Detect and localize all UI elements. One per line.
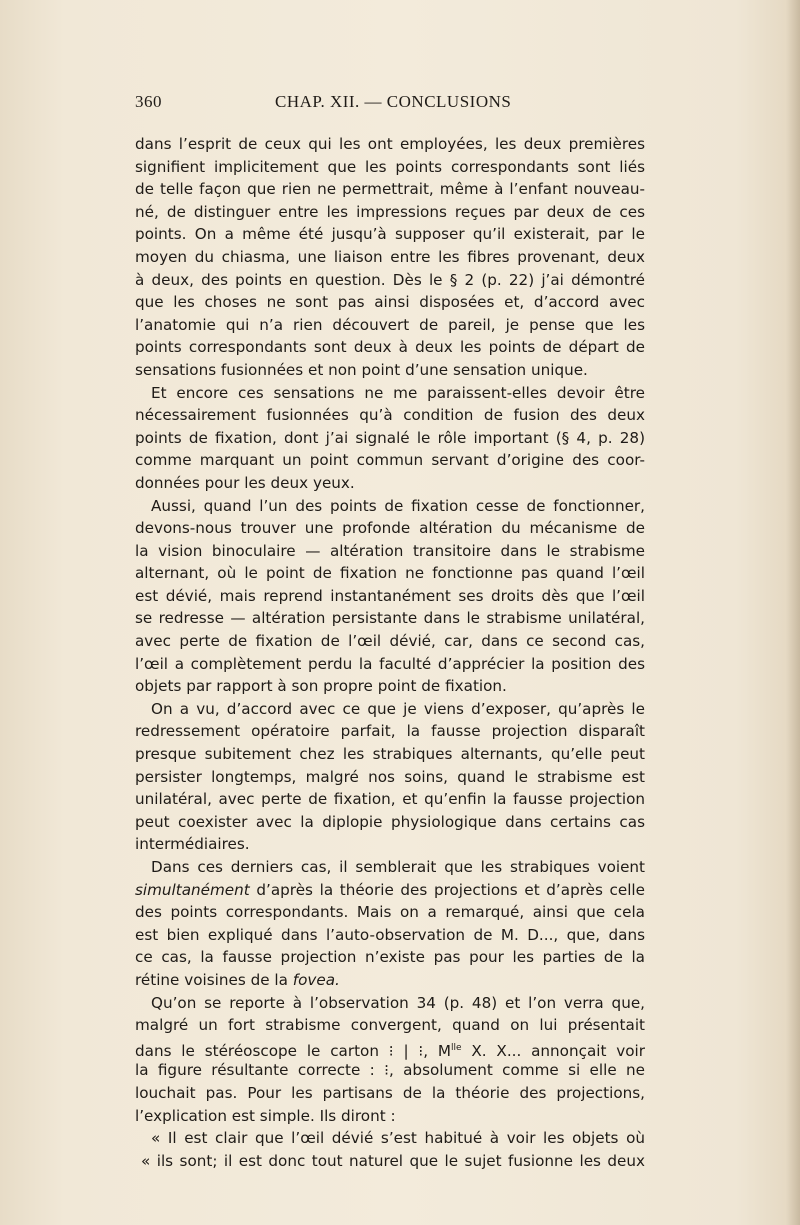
text-line: « Il est clair que l’œil dévié s’est habitué à voir les objets où — [151, 1129, 645, 1148]
italic-term: simultanément — [135, 880, 250, 899]
text-line: avec perte de fixation de l’œil dévié, car, dans ce second cas, — [135, 632, 645, 651]
text-line: objets par rapport à son propre point de fixation. — [135, 677, 507, 696]
text-line: signifient implicitement que les points correspondants sont liés — [135, 157, 645, 176]
page-number: 360 — [135, 92, 162, 111]
text-line: « ils sont; il est donc tout naturel que le sujet fusionne les deux — [141, 1151, 645, 1170]
text-line: des points correspondants. Mais on a remarqué, ainsi que cela — [135, 903, 645, 922]
text-line: l’œil a complètement perdu la faculté d’apprécier la position des — [135, 654, 645, 673]
text-line: alternant, où le point de fixation ne fonctionne pas quand l’œil — [135, 564, 645, 583]
text-line: points correspondants sont deux à deux les points de départ de — [135, 338, 645, 357]
running-header — [135, 92, 655, 116]
text-fragment: dans le stéréoscope le carton ⁝ | ⁝, M — [135, 1041, 451, 1060]
italic-term: fovea. — [292, 970, 340, 989]
text-line: louchait pas. Pour les partisans de la théorie des projections, — [135, 1083, 645, 1102]
text-fragment: rétine voisines de la — [135, 970, 288, 989]
text-line: nécessairement fusionnées qu’à condition de fusion des deux — [135, 406, 645, 425]
text-line: comme marquant un point commun servant d’origine des coor- — [135, 451, 645, 470]
text-line: malgré un fort strabisme convergent, quand on lui présentait — [135, 1016, 645, 1035]
text-line: Et encore ces sensations ne me paraissent-elles devoir être — [151, 383, 645, 402]
text-line: redressement opératoire parfait, la fausse projection disparaît — [135, 722, 645, 741]
text-line: né, de distinguer entre les impressions reçues par deux de ces — [135, 202, 645, 221]
text-line: points de fixation, dont j’ai signalé le rôle important (§ 4, p. 28) — [135, 428, 645, 447]
text-line: unilatéral, avec perte de fixation, et qu’enfin la fausse projection — [135, 790, 645, 809]
text-line: que les choses ne sont pas ainsi disposées et, d’accord avec — [135, 293, 645, 312]
text-line: sensations fusionnées et non point d’une sensation unique. — [135, 360, 588, 379]
text-line: Dans ces derniers cas, il semblerait que les strabiques voient — [151, 858, 645, 876]
text-fragment: d’après la théorie des projections et d’après celle — [256, 880, 645, 899]
text-line-with-italic — [135, 879, 645, 902]
text-line: à deux, des points en question. Dès le § 2 (p. 22) j’ai démontré — [135, 270, 645, 289]
text-line: Aussi, quand l’un des points de fixation cesse de fonctionner, — [151, 496, 645, 515]
text-line: Qu’on se reporte à l’observation 34 (p. 48) et l’on verra que, — [151, 993, 645, 1012]
text-line: la figure résultante correcte : ⁝, absolument comme si elle ne — [135, 1061, 645, 1080]
text-fragment: X. X... annonçait voir — [461, 1041, 645, 1060]
text-line: presque subitement chez les strabiques alternants, qu’elle peut — [135, 745, 645, 764]
text-line: ce cas, la fausse projection n’existe pas pour les parties de la — [135, 948, 645, 967]
text-line: intermédiaires. — [135, 835, 250, 854]
text-line: données pour les deux yeux. — [135, 473, 355, 492]
text-line: l’anatomie qui n’a rien découvert de pareil, je pense que les — [135, 315, 645, 334]
text-line: se redresse — altération persistante dans le strabisme unilatéral, — [135, 609, 645, 628]
body-text — [135, 133, 645, 1172]
text-line: de telle façon que rien ne permettrait, même à l’enfant nouveau- — [135, 180, 645, 199]
text-line: est bien expliqué dans l’auto-observation de M. D..., que, dans — [135, 925, 645, 944]
text-line: moyen du chiasma, une liaison entre les fibres provenant, deux — [135, 247, 645, 266]
text-line: la vision binoculaire — altération transitoire dans le strabisme — [135, 541, 645, 560]
page-edge-shadow — [786, 0, 800, 1225]
text-line-with-superscript — [135, 1037, 645, 1060]
text-line: points. On a même été jusqu’à supposer qu’il existerait, par le — [135, 225, 645, 244]
text-line: est dévié, mais reprend instantanément ses droits dès que l’œil — [135, 586, 645, 605]
text-line: On a vu, d’accord avec ce que je viens d’exposer, qu’après le — [151, 699, 645, 718]
text-line: peut coexister avec la diplopie physiologique dans certains cas — [135, 812, 645, 831]
text-line: persister longtemps, malgré nos soins, quand le strabisme est — [135, 767, 645, 786]
text-line-with-italic — [135, 969, 645, 992]
text-line: dans l’esprit de ceux qui les ont employées, les deux premières — [135, 135, 645, 153]
running-title: CHAP. XII. — CONCLUSIONS — [275, 92, 512, 111]
superscript: lle — [450, 1042, 462, 1053]
text-line: l’explication est simple. Ils diront : — [135, 1106, 396, 1125]
text-line: devons-nous trouver une profonde altération du mécanisme de — [135, 519, 645, 538]
